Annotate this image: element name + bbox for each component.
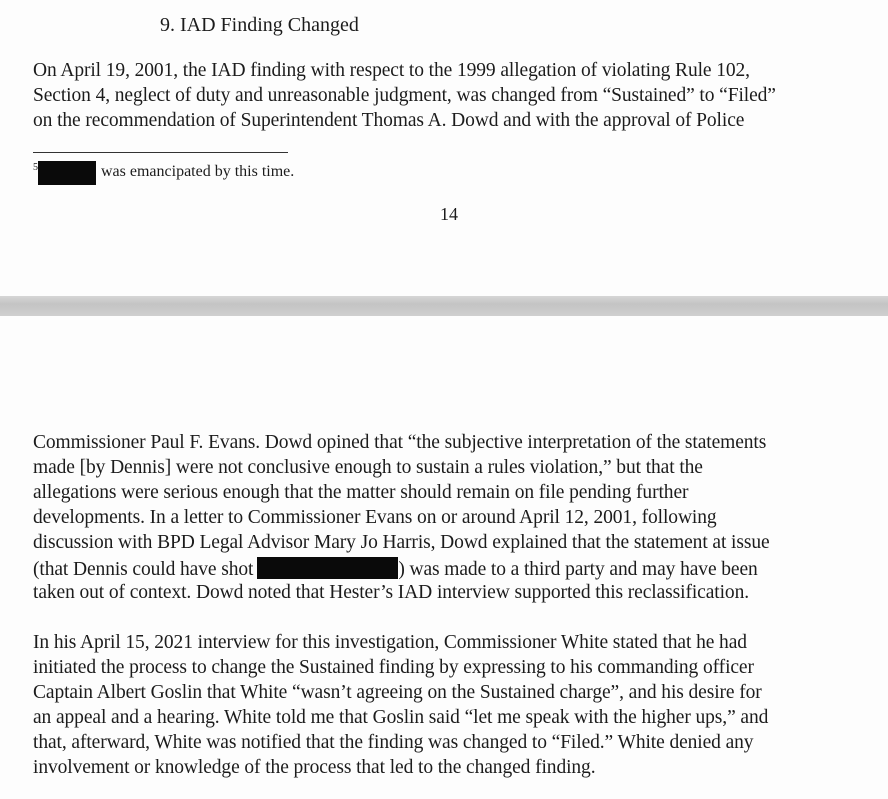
paragraph-line: involvement or knowledge of the process that led to the changed finding.	[33, 757, 596, 778]
paragraph-line: an appeal and a hearing. White told me that Goslin said “let me speak with the higher ups,” and	[33, 707, 769, 728]
document-page-top	[0, 0, 888, 296]
paragraph-line: Commissioner Paul F. Evans. Dowd opined that “the subjective interpretation of the statements	[33, 432, 767, 453]
paragraph-line: initiated the process to change the Sustained finding by expressing to his commanding officer	[33, 657, 754, 678]
paragraph-line: on the recommendation of Superintendent Thomas A. Dowd and with the approval of Police	[33, 110, 745, 131]
paragraph-line-redacted	[33, 557, 758, 581]
paragraph-line: taken out of context. Dowd noted that Hester’s IAD interview supported this reclassification.	[33, 582, 749, 603]
paragraph-line: On April 19, 2001, the IAD finding with respect to the 1999 allegation of violating Rule 102,	[33, 60, 750, 81]
paragraph-line: In his April 15, 2021 interview for this investigation, Commissioner White stated that he had	[33, 632, 747, 653]
footnote-separator	[33, 152, 288, 153]
paragraph-line: developments. In a letter to Commissioner Evans on or around April 12, 2001, following	[33, 507, 717, 528]
page-separator	[0, 296, 888, 316]
text-after-redaction: ) was made to a third party and may have been	[398, 559, 758, 580]
section-heading: 9. IAD Finding Changed	[160, 14, 359, 36]
page-number: 14	[440, 204, 458, 224]
document-page-bottom	[0, 316, 888, 799]
redaction-box	[257, 557, 398, 579]
text-before-redaction: (that Dennis could have shot	[33, 559, 254, 580]
redaction-box	[38, 161, 96, 185]
paragraph-line: allegations were serious enough that the matter should remain on file pending further	[33, 482, 689, 503]
footnote-number: 5	[33, 162, 38, 173]
footnote-text: was emancipated by this time.	[101, 163, 295, 180]
paragraph-line: that, afterward, White was notified that the finding was changed to “Filed.” White denied any	[33, 732, 754, 753]
paragraph-line: made [by Dennis] were not conclusive enough to sustain a rules violation,” but that the	[33, 457, 703, 478]
paragraph-line: discussion with BPD Legal Advisor Mary Jo Harris, Dowd explained that the statement at issue	[33, 532, 770, 553]
paragraph-line: Captain Albert Goslin that White “wasn’t agreeing on the Sustained charge”, and his desire for	[33, 682, 762, 703]
paragraph-line: Section 4, neglect of duty and unreasonable judgment, was changed from “Sustained” to “Filed”	[33, 85, 776, 106]
